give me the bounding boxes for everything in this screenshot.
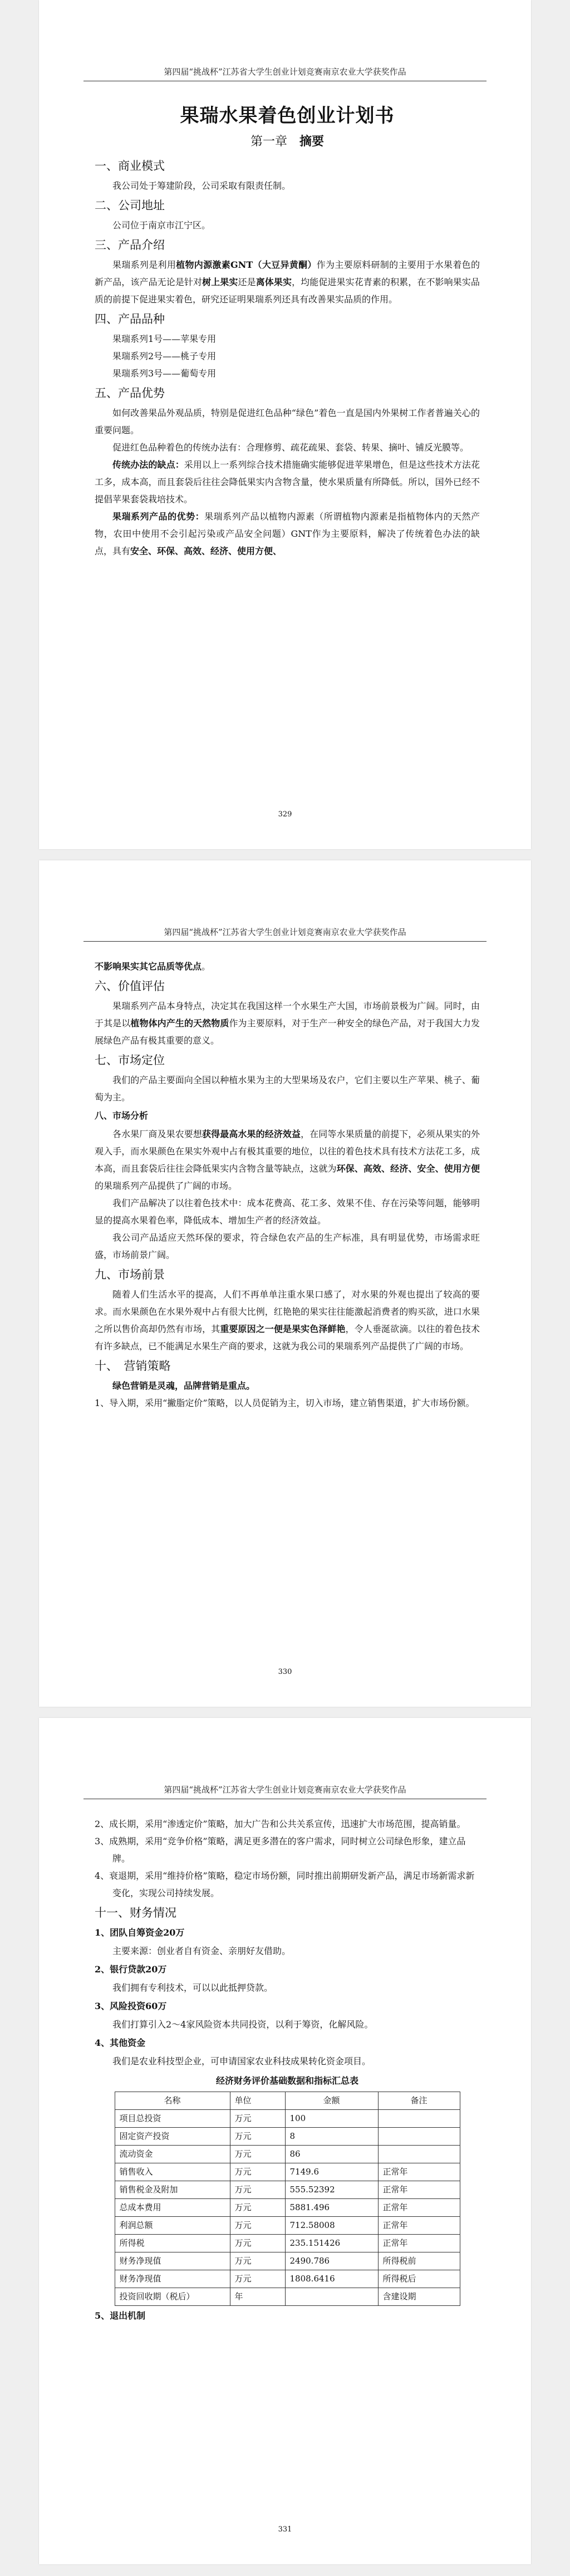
table-cell: 正常年 [378,2163,460,2181]
product-advantage-paragraph: 果瑞系列产品的优势：果瑞系列产品以植物内源素（所谓植物内源素是指植物体内的天然产物，农田中使用不会引起污染或产品安全问题）GNT作为主要原料，解决了传统着色办法的缺点，具有安全、环保、高效、经济、使用方便、 [95,511,480,556]
table-cell: 正常年 [378,2181,460,2199]
funding-heading: 5、退出机制 [95,2310,146,2321]
section-heading-address: 二、公司地址 [95,199,165,212]
strategy-item: 4、衰退期，采用“维持价格”策略，稳定市场份额，同时推出前期研发新产品，满足市场新需求新变化，实现公司持续发展。 [95,1870,475,1898]
table-cell: 财务净现值 [115,2270,230,2288]
document-title: 果瑞水果着色创业计划书 [180,105,395,127]
product-intro-paragraph: 果瑞系列是利用植物内源激素GNT（大豆异黄酮）作为主要原料研制的主要用于水果着色的新产品，该产品无论是针对树上果实还是离体果实，均能促进果实花青素的积累，在不影响果实品质的前提下促进果实着色，研究还证明果瑞系列还具有改善果实品质的作用。 [95,259,480,305]
table-cell: 固定资产投资 [115,2128,230,2146]
funding-text: 我们拥有专利技术，可以以此抵押贷款。 [112,1982,273,1993]
table-cell: 销售收入 [115,2163,230,2181]
table-cell: 万元 [230,2110,285,2128]
table-cell: 所得税后 [378,2270,460,2288]
page-number: 331 [278,2525,292,2534]
advantages-paragraph: 如何改善果品外观品质，特别是促进红色品种“绿色”着色一直是国内外果树工作者普遍关心的重要问题。 [95,408,480,435]
table-cell: 含建设期 [378,2288,460,2306]
chapter-heading [95,132,480,151]
section-heading-product-intro: 三、产品介绍 [95,238,165,252]
table-cell: 总成本费用 [115,2199,230,2217]
value-paragraph: 果瑞系列产品本身特点，决定其在我国这样一个水果生产大国，市场前景极为广阔。同时，由于其是以植物体内产生的天然物质作为主要原料，对于生产一种安全的绿色产品，对于我国大力发展绿色产品有极其重要的意义。 [95,1001,480,1046]
column-header: 金额 [285,2092,378,2110]
section-heading-marketing-strategy: 十、 营销策略 [95,1359,171,1373]
analysis-paragraph: 各水果厂商及果农要想获得最高水果的经济效益，在同等水果质量的前提下，必须从果实的外观入手，而水果颜色在果实外观中占有极其重要的地位，以往的着色技术具有技术方法花工多，成本高，而且套袋后往往会降低果实内含物含量等缺点，这就为环保、高效、经济、安全、使用方便的果瑞系列产品提供了广阔的市场。 [95,1129,480,1191]
continued-text: 不影响果实其它品质等优点。 [95,961,211,972]
variety-item: 果瑞系列1号——苹果专用 [112,334,217,344]
address-text: 公司位于南京市江宁区。 [112,220,211,231]
table-cell: 所得税 [115,2235,230,2252]
table-cell: 万元 [230,2146,285,2163]
table-cell: 财务净现值 [115,2252,230,2270]
section-heading-business-model: 一、商业模式 [95,159,165,173]
table-header-row [115,2092,460,2110]
table-cell: 5881.496 [285,2199,378,2217]
page-number: 330 [278,1668,292,1676]
table-cell: 万元 [230,2181,285,2199]
table-cell: 8 [285,2128,378,2146]
funding-text: 我们打算引入2～4家风险资本共同投资，以利于筹资，化解风险。 [112,2019,374,2030]
table-row [115,2270,460,2288]
table-row [115,2163,460,2181]
page-header: 第四届“挑战杯”江苏省大学生创业计划竞赛南京农业大学获奖作品 [83,926,487,942]
table-cell: 投资回收期（税后） [115,2288,230,2306]
strategy-item: 3、成熟期，采用“竞争价格”策略，满足更多潜在的客户需求，同时树立公司绿色形象，建立品牌。 [95,1836,466,1864]
table-row [115,2217,460,2235]
funding-text: 主要来源：创业者自有资金、亲朋好友借助。 [112,1946,291,1956]
positioning-paragraph: 我们的产品主要面向全国以种植水果为主的大型果场及农户，它们主要以生产苹果、桃子、葡萄为主。 [95,1075,480,1103]
table-row [115,2252,460,2270]
variety-item: 果瑞系列2号——桃子专用 [112,351,217,361]
table-cell: 万元 [230,2199,285,2217]
section-heading-market-positioning: 七、市场定位 [95,1054,165,1067]
table-cell: 正常年 [378,2235,460,2252]
table-cell: 2490.786 [285,2252,378,2270]
section-heading-financial: 十一、财务情况 [95,1906,176,1919]
table-row [115,2235,460,2252]
table-cell: 万元 [230,2270,285,2288]
table-cell: 86 [285,2146,378,2163]
table-cell: 万元 [230,2163,285,2181]
document-page-1 [39,0,531,849]
advantages-paragraph: 促进红色品种着色的传统办法有：合理修剪、疏花疏果、套袋、转果、摘叶、铺反光膜等。 [112,442,469,453]
financial-table [115,2092,460,2306]
table-cell: 利润总额 [115,2217,230,2235]
table-cell: 万元 [230,2128,285,2146]
section-heading-value-assessment: 六、价值评估 [95,980,165,993]
funding-heading: 3、风险投资60万 [95,2001,167,2011]
table-cell: 555.52392 [285,2181,378,2199]
table-cell: 7149.6 [285,2163,378,2181]
table-row [115,2288,460,2306]
analysis-paragraph: 我公司产品适应天然环保的要求，符合绿色农产品的生产标准，具有明显优势，市场需求旺盛，市场前景广阔。 [95,1232,480,1260]
table-cell: 正常年 [378,2217,460,2235]
table-cell [285,2288,378,2306]
table-cell: 100 [285,2110,378,2128]
page-content [95,958,480,1412]
column-header: 单位 [230,2092,285,2110]
table-cell: 流动资金 [115,2146,230,2163]
page-number: 329 [278,810,292,819]
section-heading-product-advantages: 五、产品优势 [95,386,165,400]
table-body [115,2110,460,2306]
table-cell: 1808.6416 [285,2270,378,2288]
funding-heading: 2、银行贷款20万 [95,1964,167,1975]
table-cell: 万元 [230,2252,285,2270]
section-heading-product-varieties: 四、产品品种 [95,312,165,326]
table-cell: 万元 [230,2235,285,2252]
table-row [115,2181,460,2199]
column-header: 备注 [378,2092,460,2110]
page-content [95,103,480,560]
analysis-paragraph: 我们产品解决了以往着色技术中：成本花费高、花工多、效果不佳、存在污染等问题，能够明显的提高水果着色率，降低成本、增加生产者的经济效益。 [95,1198,480,1226]
table-cell [378,2128,460,2146]
table-cell: 712.58008 [285,2217,378,2235]
table-caption: 经济财务评价基础数据和指标汇总表 [215,2075,358,2086]
document-page-2 [39,860,531,1707]
table-cell: 万元 [230,2217,285,2235]
table-cell: 正常年 [378,2199,460,2217]
table-cell: 项目总投资 [115,2110,230,2128]
table-cell: 年 [230,2288,285,2306]
page-content [95,1815,480,2325]
table-row [115,2199,460,2217]
table-cell [378,2146,460,2163]
page-header: 第四届“挑战杯”江苏省大学生创业计划竞赛南京农业大学获奖作品 [83,1784,487,1799]
table-cell: 所得税前 [378,2252,460,2270]
column-header: 名称 [115,2092,230,2110]
funding-heading: 4、其他资金 [95,2038,146,2048]
table-cell [378,2110,460,2128]
document-page-3 [39,1718,531,2564]
chapter-title: 摘要 [299,134,325,149]
table-row [115,2146,460,2163]
funding-text: 我们是农业科技型企业，可申请国家农业科技成果转化资金项目。 [112,2056,371,2066]
variety-item: 果瑞系列3号——葡萄专用 [112,368,217,379]
strategy-subtitle: 绿色营销是灵魂，品牌营销是重点。 [112,1380,255,1391]
page-header: 第四届“挑战杯”江苏省大学生创业计划竞赛南京农业大学获奖作品 [83,66,487,81]
chapter-number: 第一章 [250,135,287,149]
section-heading-market-prospect: 九、市场前景 [95,1268,165,1281]
table-cell: 235.151426 [285,2235,378,2252]
section-heading-market-analysis: 八、市场分析 [95,1110,149,1121]
table-cell: 销售税金及附加 [115,2181,230,2199]
table-row [115,2110,460,2128]
strategy-item: 1、导入期，采用“撇脂定价”策略，以人员促销为主，切入市场，建立销售渠道，扩大市场份额。 [95,1398,475,1408]
strategy-item: 2、成长期，采用“渗透定价”策略，加大广告和公共关系宣传，迅速扩大市场范围，提高销量。 [95,1819,466,1829]
traditional-drawbacks-paragraph: 传统办法的缺点：采用以上一系列综合技术措施确实能够促进苹果增色，但是这些技术方法花工多，成本高，而且套袋后往往会降低果实内含物含量，使水果质量有所降低。所以，国外已经不提倡苹果套袋栽培技术。 [95,459,480,505]
funding-heading: 1、团队自筹资金20万 [95,1927,185,1938]
table-row [115,2128,460,2146]
prospect-paragraph: 随着人们生活水平的提高，人们不再单单注重水果口感了，对水果的外观也提出了较高的要求。而水果颜色在水果外观中占有很大比例，红艳艳的果实往往能激起消费者的购买欲，进口水果之所以售价高却仍然有市场，其重要原因之一便是果实色泽鲜艳，令人垂涎欲滴。以往的着色技术有许多缺点，已不能满足水果生产商的要求，这就为我公司的果瑞系列产品提供了广阔的市场。 [95,1289,480,1351]
business-model-text: 我公司处于筹建阶段，公司采取有限责任制。 [112,180,291,191]
